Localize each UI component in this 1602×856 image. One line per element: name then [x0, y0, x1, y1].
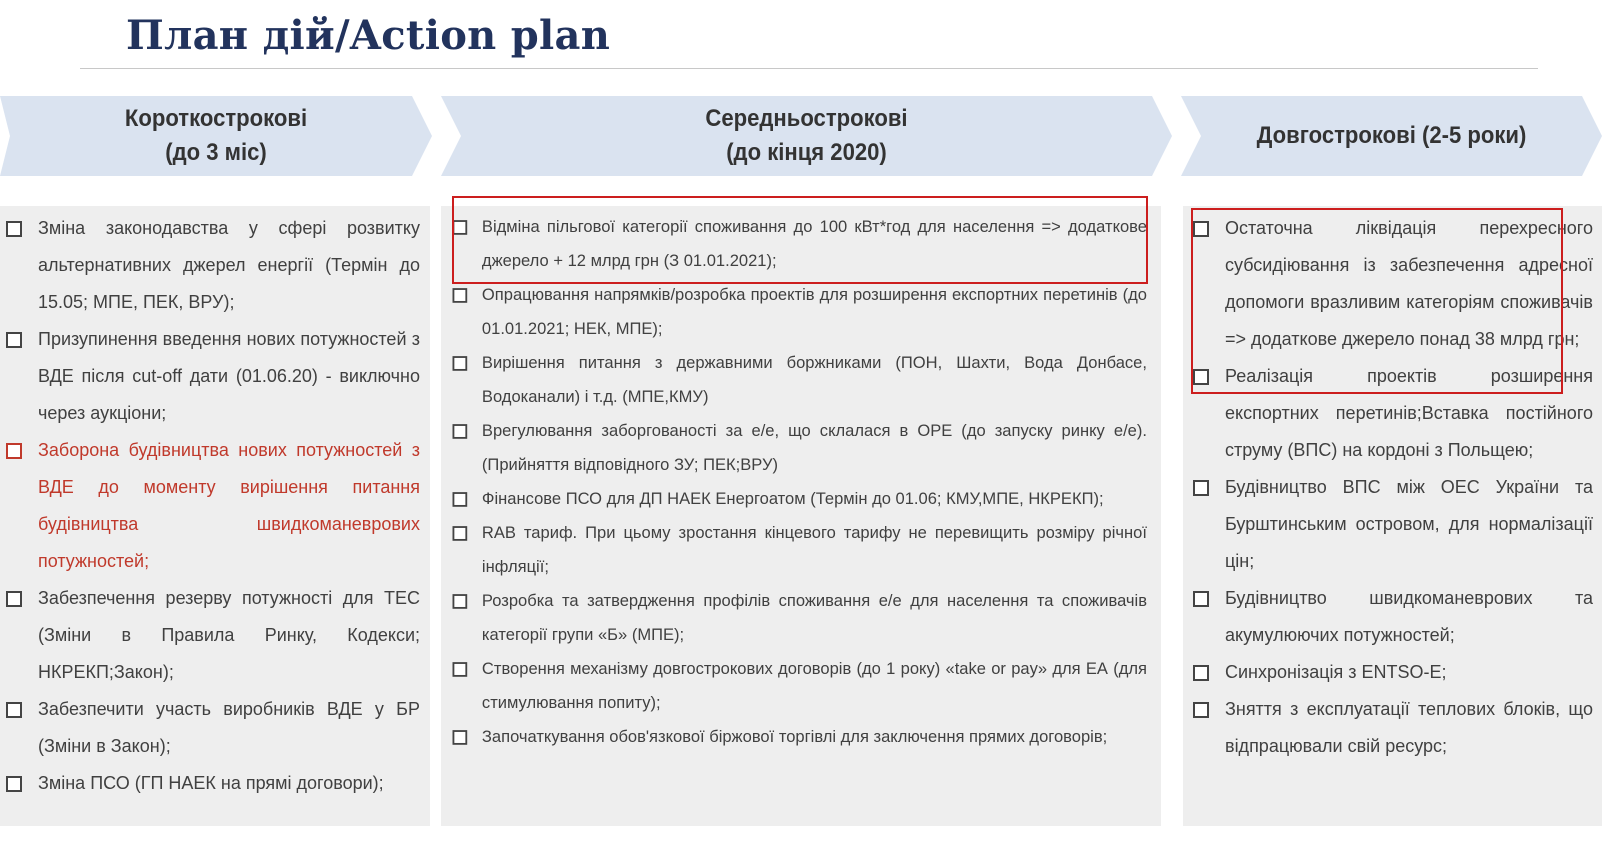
checkbox-icon	[6, 591, 22, 607]
header-long-term	[1181, 96, 1602, 176]
list-item-text: Забезпечити участь виробників ВДЕ у БР (Зміни в Закон);	[38, 699, 420, 756]
checkbox-icon	[1193, 591, 1209, 607]
list-item	[447, 584, 1147, 652]
list-item	[0, 691, 420, 765]
checkbox-icon	[453, 594, 468, 609]
checkbox-icon	[6, 443, 22, 459]
mid-term-panel	[441, 206, 1161, 826]
header-short-term-line1: Короткострокові	[124, 105, 308, 132]
list-item	[0, 321, 420, 432]
short-term-list	[0, 210, 420, 802]
page-title: План дій/Action plan	[126, 12, 611, 59]
title-divider	[80, 68, 1538, 69]
list-item-text: Врегулювання заборгованості за е/е, що склалася в ОРЕ (до запуску ринку е/е). (Прийняття відповідного ЗУ; ПЕК;ВРУ)	[481, 421, 1147, 474]
highlight-box-mid	[452, 196, 1148, 284]
list-item	[447, 278, 1147, 346]
list-item-text: Започаткування обов'язкової біржової торгівлі для заключення прямих договорів;	[481, 727, 1108, 746]
list-item	[447, 414, 1147, 482]
list-item-text: Фінансове ПСО для ДП НАЕК Енергоатом (Термін до 01.06; КМУ,МПЕ, НКРЕКП);	[481, 489, 1104, 508]
list-item	[447, 516, 1147, 584]
list-item	[447, 720, 1147, 754]
checkbox-icon	[453, 662, 468, 677]
list-item	[1187, 691, 1593, 765]
list-item-text: Будівництво швидкоманеврових та акумулюючих потужностей;	[1225, 588, 1593, 645]
list-item-text: Розробка та затвердження профілів споживання е/е для населення та споживачів категорії групи «Б» (МПЕ);	[481, 591, 1147, 644]
checkbox-icon	[1193, 665, 1209, 681]
highlight-box-long	[1191, 208, 1563, 394]
checkbox-icon	[453, 730, 468, 745]
list-item-text: Відміна пільгової категорії споживання до 100 кВт*год для населення => додаткове джерело + 12 млрд грн (З 01.01.2021);	[481, 217, 1147, 270]
checkbox-icon	[453, 492, 468, 507]
checkbox-icon	[1193, 480, 1209, 496]
checkbox-icon	[6, 702, 22, 718]
header-long-term-line1: Довгострокові (2-5 роки)	[1256, 122, 1527, 149]
list-item-text: Зміна законодавства у сфері розвитку альтернативних джерел енергії (Термін до 15.05; МПЕ, ПЕК, ВРУ);	[38, 218, 420, 312]
list-item-text: Заборона будівництва нових потужностей з ВДЕ до моменту вирішення питання будівництва швидкоманеврових потужностей;	[38, 440, 420, 571]
list-item-text: RAB тариф. При цьому зростання кінцевого тарифу не перевищить розміру річної інфляції;	[481, 523, 1147, 576]
checkbox-icon	[1193, 702, 1209, 718]
checkbox-icon	[6, 221, 22, 237]
list-item-text: Забезпечення резерву потужності для ТЕС (Зміни в Правила Ринку, Кодекси; НКРЕКП;Закон);	[38, 588, 420, 682]
list-item-text: Остаточна ліквідація перехресного субсидіювання із забезпечення адресної допомоги вразливим категоріям споживачів => додаткове джерело понад 38 млрд грн;	[1225, 218, 1593, 349]
list-item	[1187, 580, 1593, 654]
list-item	[0, 580, 420, 691]
list-item-text: Зняття з експлуатації теплових блоків, що відпрацювали свій ресурс;	[1225, 699, 1593, 756]
list-item	[1187, 469, 1593, 580]
checkbox-icon	[453, 526, 468, 541]
checkbox-icon	[6, 332, 22, 348]
list-item-highlighted	[0, 432, 420, 580]
list-item	[0, 210, 420, 321]
list-item	[1187, 654, 1593, 691]
list-item-text: Вирішення питання з державними боржниками (ПОН, Шахти, Вода Донбасе, Водоканали) і т.д. (МПЕ,КМУ)	[481, 353, 1147, 406]
list-item	[447, 652, 1147, 720]
list-item-text: Призупинення введення нових потужностей з ВДЕ після cut-off дати (01.06.20) - виключно через аукціони;	[38, 329, 420, 423]
list-item-text: Синхронізація з ENTSO-E;	[1225, 662, 1447, 682]
checkbox-icon	[6, 776, 22, 792]
list-item-text: Створення механізму довгострокових договорів (до 1 року) «take or pay» для ЕА (для стимулювання попиту);	[481, 659, 1147, 712]
list-item-text: Будівництво ВПС між ОЕС України та Бурштинським островом, для нормалізації цін;	[1225, 477, 1593, 571]
header-short-term	[0, 96, 432, 176]
checkbox-icon	[453, 356, 468, 371]
list-item-text: Реалізація проектів розширення експортних перетинів;Вставка постійного струму (ВПС) на кордоні з Польщею;	[1225, 366, 1593, 460]
header-mid-term	[441, 96, 1172, 176]
header-mid-term-line1: Середньострокові	[705, 105, 908, 132]
checkbox-icon	[453, 288, 468, 303]
header-mid-term-line2: (до кінця 2020)	[726, 139, 887, 166]
list-item	[447, 482, 1147, 516]
list-item	[0, 765, 420, 802]
short-term-panel	[0, 206, 430, 826]
header-short-term-line2: (до 3 міс)	[165, 139, 267, 166]
list-item-text: Опрацювання напрямків/розробка проектів для розширення експортних перетинів (до 01.01.2021; НЕК, МПЕ);	[481, 285, 1147, 338]
checkbox-icon	[453, 424, 468, 439]
list-item	[447, 346, 1147, 414]
mid-term-list	[447, 210, 1147, 754]
list-item-text: Зміна ПСО (ГП НАЕК на прямі договори);	[38, 773, 384, 793]
